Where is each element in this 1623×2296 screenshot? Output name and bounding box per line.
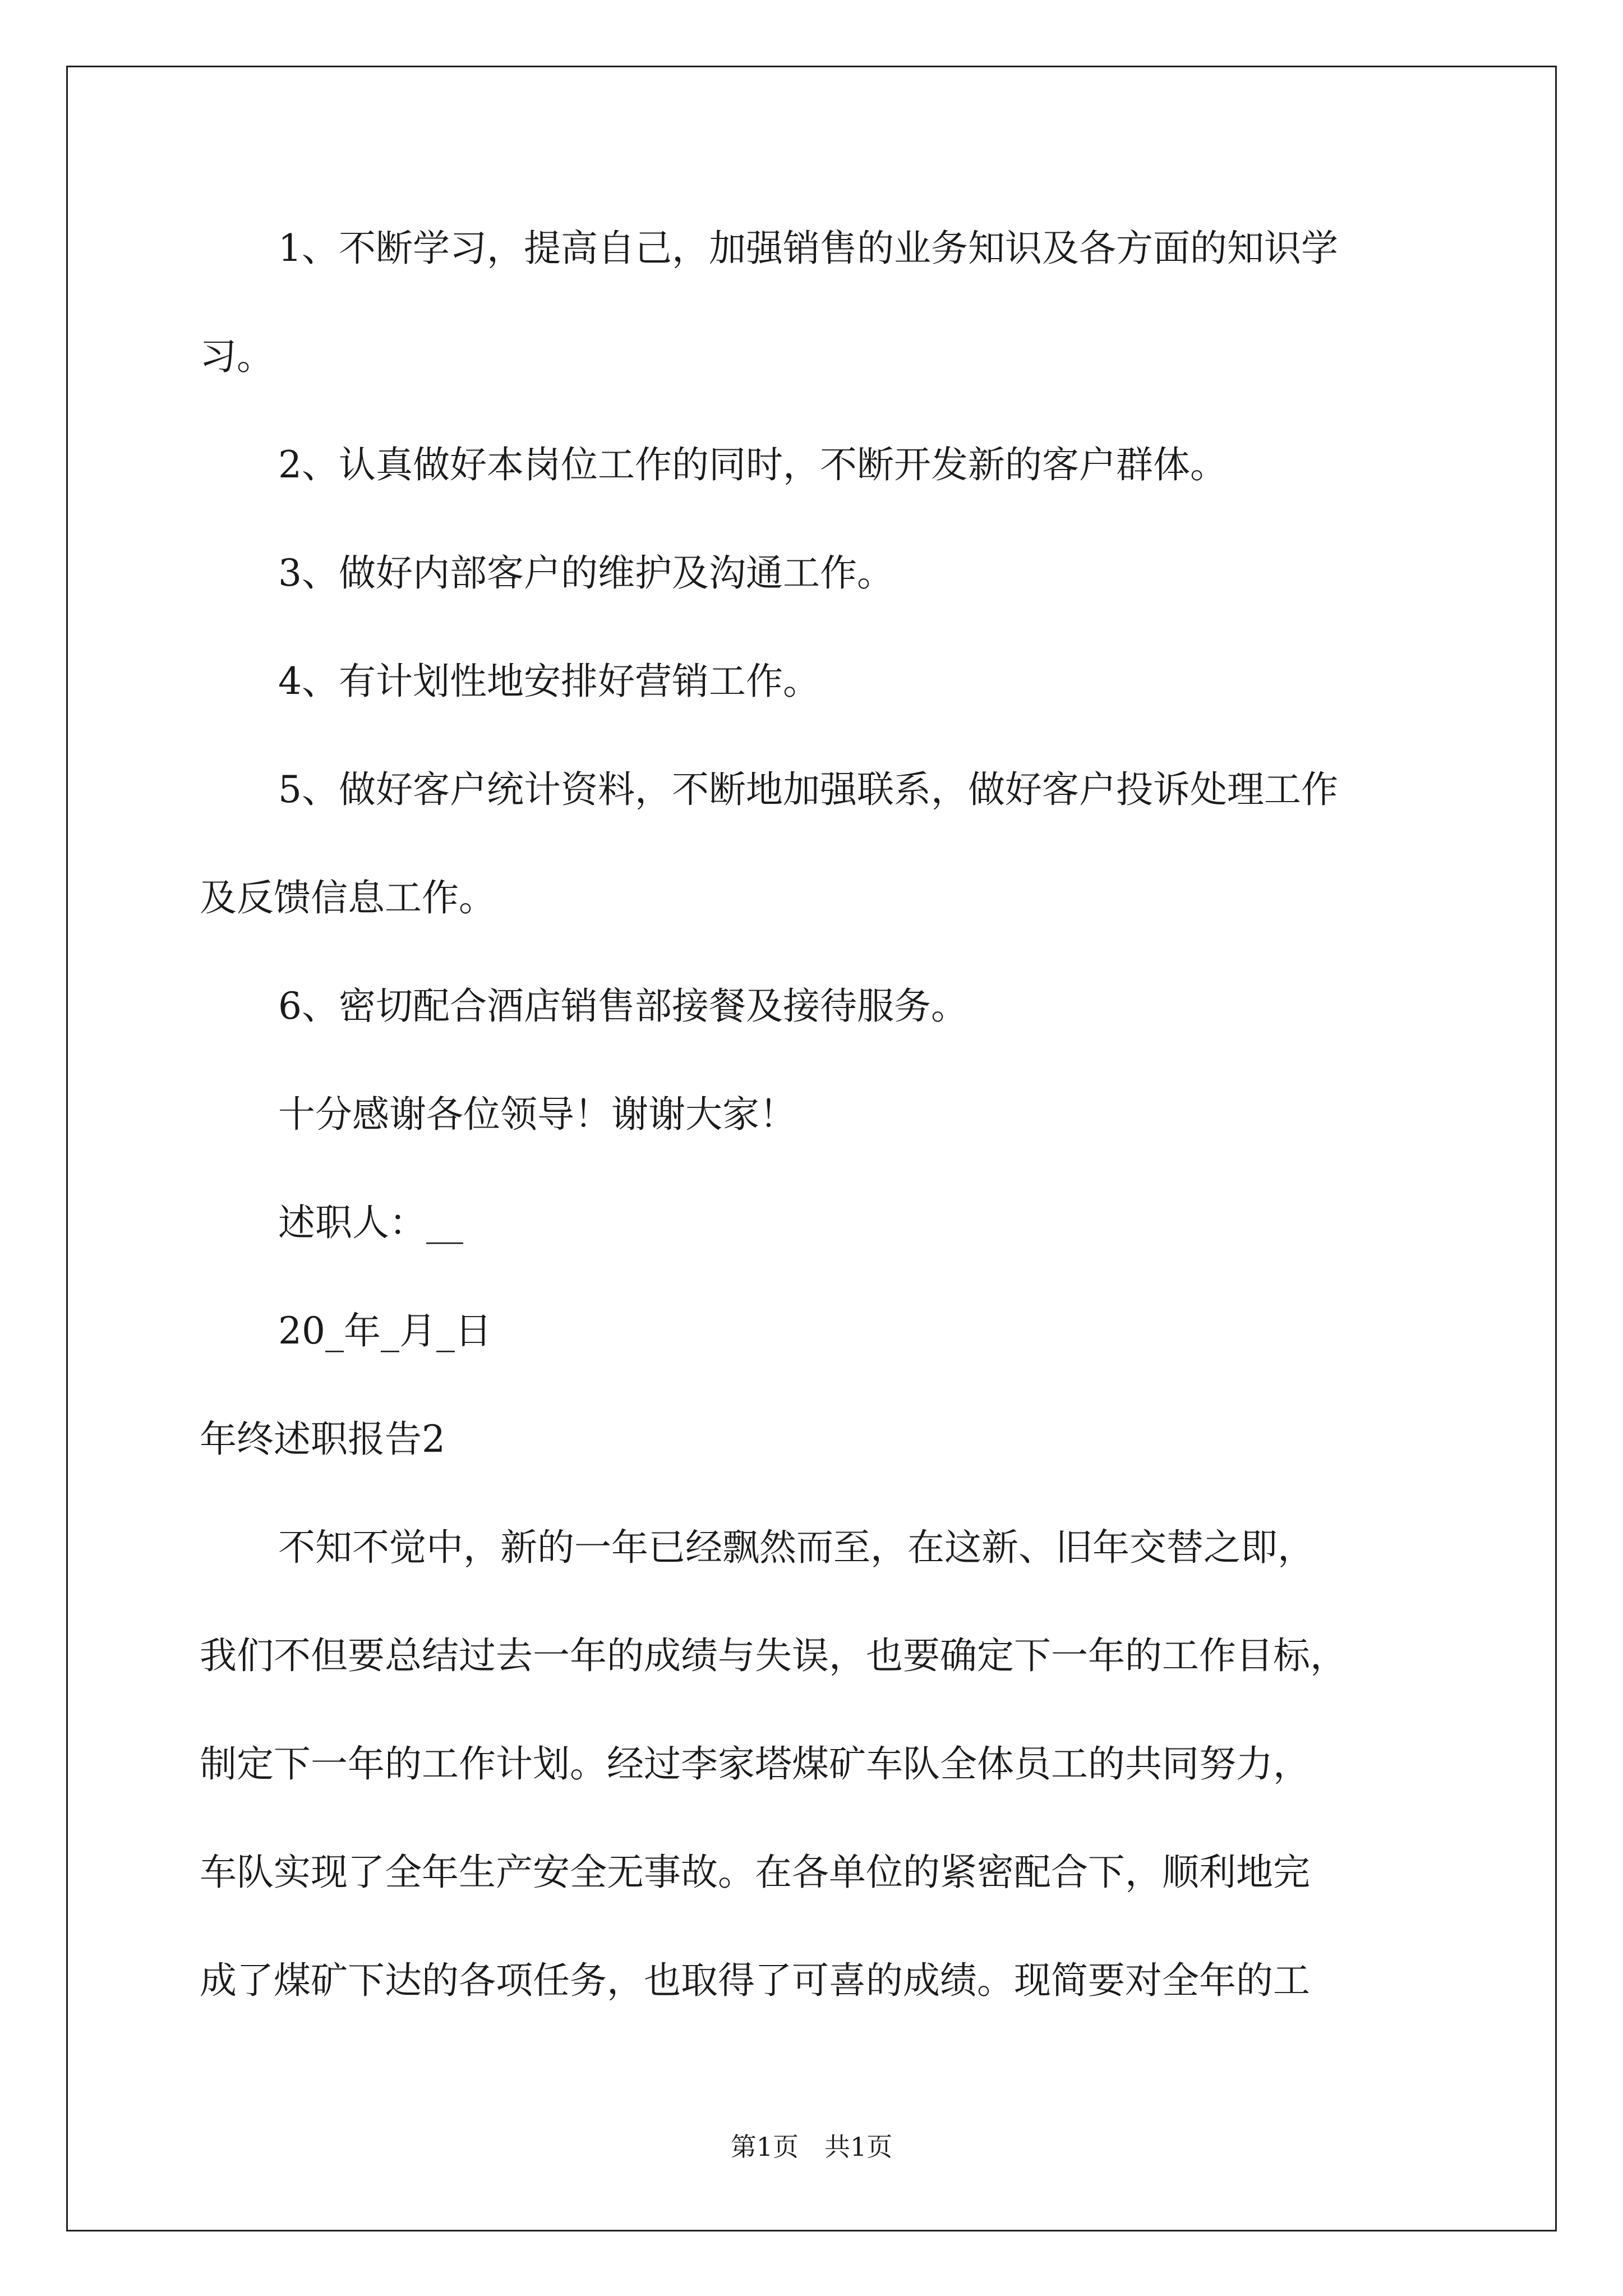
paragraph-line: 及反馈信息工作。: [200, 876, 496, 919]
date-line: 20_年_月_日: [278, 1309, 492, 1352]
page-border: [66, 66, 1557, 2231]
section-heading: 年终述职报告2: [200, 1418, 445, 1461]
paragraph-line: 2、认真做好本岗位工作的同时，不断开发新的客户群体。: [278, 443, 1227, 486]
paragraph-line: 习。: [200, 335, 274, 378]
paragraph-line: 成了煤矿下达的各项任务，也取得了可喜的成绩。现简要对全年的工: [200, 1959, 1310, 2002]
page-footer: 第1页 共1页: [730, 2132, 893, 2162]
paragraph-line: 制定下一年的工作计划。经过李家塔煤矿车队全体员工的共同努力，: [200, 1742, 1310, 1786]
paragraph-line: 1、不断学习，提高自己，加强销售的业务知识及各方面的知识学: [278, 227, 1338, 270]
paragraph-line: 车队实现了全年生产安全无事故。在各单位的紧密配合下，顺利地完: [200, 1851, 1310, 1894]
paragraph-line: 3、做好内部客户的维护及沟通工作。: [278, 551, 894, 595]
closing-line: 十分感谢各位领导！谢谢大家！: [278, 1093, 796, 1136]
paragraph-line: 我们不但要总结过去一年的成绩与失误，也要确定下一年的工作目标，: [200, 1634, 1347, 1677]
paragraph-line: 不知不觉中，新的一年已经飘然而至，在这新、旧年交替之即，: [278, 1526, 1315, 1569]
paragraph-line: 6、密切配合酒店销售部接餐及接待服务。: [278, 984, 968, 1028]
paragraph-line: 5、做好客户统计资料，不断地加强联系，做好客户投诉处理工作: [278, 768, 1338, 811]
signature-line: 述职人：__: [278, 1201, 463, 1244]
paragraph-line: 4、有计划性地安排好营销工作。: [278, 660, 820, 703]
